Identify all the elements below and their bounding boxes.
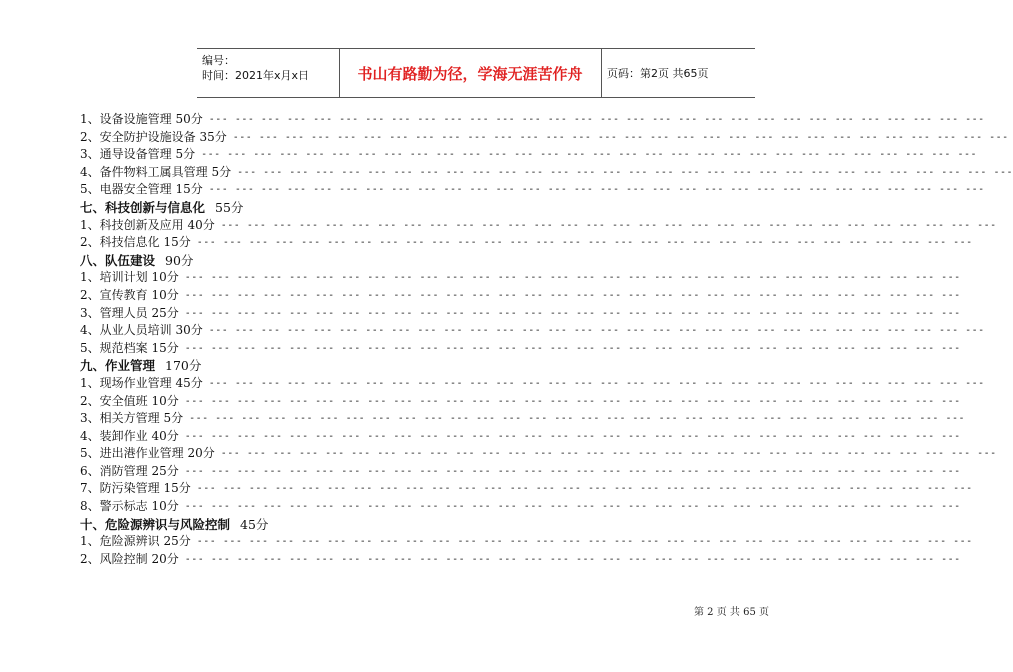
page-footer: 第 2 页 共 65 页 <box>694 607 769 618</box>
list-item <box>80 533 973 551</box>
list-item <box>80 111 985 129</box>
item-label: 7、防污染管理 15分 <box>80 481 191 496</box>
item-label: 十、危险源辨识与风险控制 <box>80 516 231 532</box>
leader-dashes: --- --- --- --- --- --- --- --- --- --- --- --- --- --- --- --- --- --- --- --- --- --- --- --- --- --- --- --- --- --- <box>201 149 978 161</box>
leader-dashes: --- --- --- --- --- --- --- --- --- --- --- --- --- --- --- --- --- --- --- --- --- --- --- --- --- --- --- --- --- --- <box>220 448 997 460</box>
item-label: 2、风险控制 20分 <box>80 551 179 566</box>
item-label: 5、进出港作业管理 20分 <box>80 446 215 461</box>
list-item <box>80 181 985 199</box>
item-label: 3、相关方管理 5分 <box>80 411 184 426</box>
item-list <box>80 111 1013 568</box>
section-heading <box>80 252 850 270</box>
leader-dashes: --- --- --- --- --- --- --- --- --- --- --- --- --- --- --- --- --- --- --- --- --- --- --- --- --- --- --- --- --- --- <box>232 131 1009 143</box>
leader-dashes: --- --- --- --- --- --- --- --- --- --- --- --- --- --- --- --- --- --- --- --- --- --- --- --- --- --- --- --- --- --- <box>196 536 973 548</box>
leader-dashes: --- --- --- --- --- --- --- --- --- --- --- --- --- --- --- --- --- --- --- --- --- --- --- --- --- --- --- --- --- --- <box>184 501 961 513</box>
page-label: 页码：第2页 共65页 <box>607 67 709 80</box>
item-label: 4、装卸作业 40分 <box>80 428 179 443</box>
list-item <box>80 129 1009 147</box>
item-label: 5、电器安全管理 15分 <box>80 182 203 197</box>
item-label: 八、队伍建设 <box>80 252 156 268</box>
list-item <box>80 269 961 287</box>
item-label: 8、警示标志 10分 <box>80 499 179 514</box>
leader-dashes: --- --- --- --- --- --- --- --- --- --- --- --- --- --- --- --- --- --- --- --- --- --- --- --- --- --- --- --- --- --- <box>196 237 973 249</box>
leader-dashes: --- --- --- --- --- --- --- --- --- --- --- --- --- --- --- --- --- --- --- --- --- --- --- --- --- --- --- --- --- --- <box>237 166 1013 178</box>
list-item <box>80 287 961 305</box>
header-meta <box>197 49 340 97</box>
item-label: 3、管理人员 25分 <box>80 305 179 320</box>
list-item <box>80 393 961 411</box>
leader-dashes: --- --- --- --- --- --- --- --- --- --- --- --- --- --- --- --- --- --- --- --- --- --- --- --- --- --- --- --- --- --- <box>208 377 985 389</box>
leader-dashes: --- --- --- --- --- --- --- --- --- --- --- --- --- --- --- --- --- --- --- --- --- --- --- --- --- --- --- --- --- --- <box>189 413 966 425</box>
section-heading <box>80 199 850 217</box>
section-heading <box>80 516 850 534</box>
list-item <box>80 164 1013 182</box>
item-label: 4、备件物料工属具管理 5分 <box>80 164 232 179</box>
leader-dashes: --- --- --- --- --- --- --- --- --- --- --- --- --- --- --- --- --- --- --- --- --- --- --- --- --- --- --- --- --- --- <box>184 272 961 284</box>
item-label: 九、作业管理 <box>80 358 156 374</box>
item-label: 2、安全值班 10分 <box>80 393 179 408</box>
list-item <box>80 463 961 481</box>
list-item <box>80 234 973 252</box>
item-label: 1、设备设施管理 50分 <box>80 112 203 126</box>
list-item <box>80 410 966 428</box>
section-score: 55分 <box>215 199 244 215</box>
list-item <box>80 322 985 340</box>
item-label: 2、安全防护设施设备 35分 <box>80 129 227 144</box>
list-item <box>80 305 961 323</box>
list-item <box>80 551 961 569</box>
page-header <box>197 48 755 98</box>
leader-dashes: --- --- --- --- --- --- --- --- --- --- --- --- --- --- --- --- --- --- --- --- --- --- --- --- --- --- --- --- --- --- <box>184 342 961 354</box>
item-label: 2、科技信息化 15分 <box>80 235 191 250</box>
item-label: 1、科技创新及应用 40分 <box>80 217 215 232</box>
item-label: 4、从业人员培训 30分 <box>80 323 203 338</box>
list-item <box>80 375 985 393</box>
item-label: 1、危险源辨识 25分 <box>80 534 191 549</box>
motto: 书山有路勤为径，学海无涯苦作舟 <box>339 49 602 97</box>
list-item <box>80 428 961 446</box>
list-item <box>80 480 973 498</box>
section-score: 45分 <box>240 516 269 532</box>
item-label: 5、规范档案 15分 <box>80 340 179 355</box>
list-item <box>80 498 961 516</box>
section-heading <box>80 357 850 375</box>
code-label: 编号： <box>202 54 235 67</box>
section-score: 90分 <box>165 252 194 268</box>
list-item <box>80 340 961 358</box>
item-label: 3、通导设备管理 5分 <box>80 147 196 162</box>
list-item <box>80 217 997 235</box>
list-item <box>80 445 997 463</box>
leader-dashes: --- --- --- --- --- --- --- --- --- --- --- --- --- --- --- --- --- --- --- --- --- --- --- --- --- --- --- --- --- --- <box>208 325 985 337</box>
leader-dashes: --- --- --- --- --- --- --- --- --- --- --- --- --- --- --- --- --- --- --- --- --- --- --- --- --- --- --- --- --- --- <box>184 395 961 407</box>
list-item <box>80 146 978 164</box>
leader-dashes: --- --- --- --- --- --- --- --- --- --- --- --- --- --- --- --- --- --- --- --- --- --- --- --- --- --- --- --- --- --- <box>184 553 961 565</box>
leader-dashes: --- --- --- --- --- --- --- --- --- --- --- --- --- --- --- --- --- --- --- --- --- --- --- --- --- --- --- --- --- --- <box>184 465 961 477</box>
leader-dashes: --- --- --- --- --- --- --- --- --- --- --- --- --- --- --- --- --- --- --- --- --- --- --- --- --- --- --- --- --- --- <box>220 219 997 231</box>
item-label: 2、宣传教育 10分 <box>80 287 179 302</box>
time-label: 时间：2021年x月x日 <box>202 69 310 82</box>
leader-dashes: --- --- --- --- --- --- --- --- --- --- --- --- --- --- --- --- --- --- --- --- --- --- --- --- --- --- --- --- --- --- <box>184 289 961 301</box>
item-label: 6、消防管理 25分 <box>80 463 179 478</box>
item-label: 1、培训计划 10分 <box>80 270 179 285</box>
section-score: 170分 <box>165 358 202 374</box>
leader-dashes: --- --- --- --- --- --- --- --- --- --- --- --- --- --- --- --- --- --- --- --- --- --- --- --- --- --- --- --- --- --- <box>184 307 961 319</box>
leader-dashes: --- --- --- --- --- --- --- --- --- --- --- --- --- --- --- --- --- --- --- --- --- --- --- --- --- --- --- --- --- --- <box>208 114 985 125</box>
leader-dashes: --- --- --- --- --- --- --- --- --- --- --- --- --- --- --- --- --- --- --- --- --- --- --- --- --- --- --- --- --- --- <box>184 430 961 442</box>
item-label: 1、现场作业管理 45分 <box>80 375 203 390</box>
leader-dashes: --- --- --- --- --- --- --- --- --- --- --- --- --- --- --- --- --- --- --- --- --- --- --- --- --- --- --- --- --- --- <box>196 483 973 495</box>
leader-dashes: --- --- --- --- --- --- --- --- --- --- --- --- --- --- --- --- --- --- --- --- --- --- --- --- --- --- --- --- --- --- <box>208 184 985 196</box>
item-label: 七、科技创新与信息化 <box>80 199 206 215</box>
